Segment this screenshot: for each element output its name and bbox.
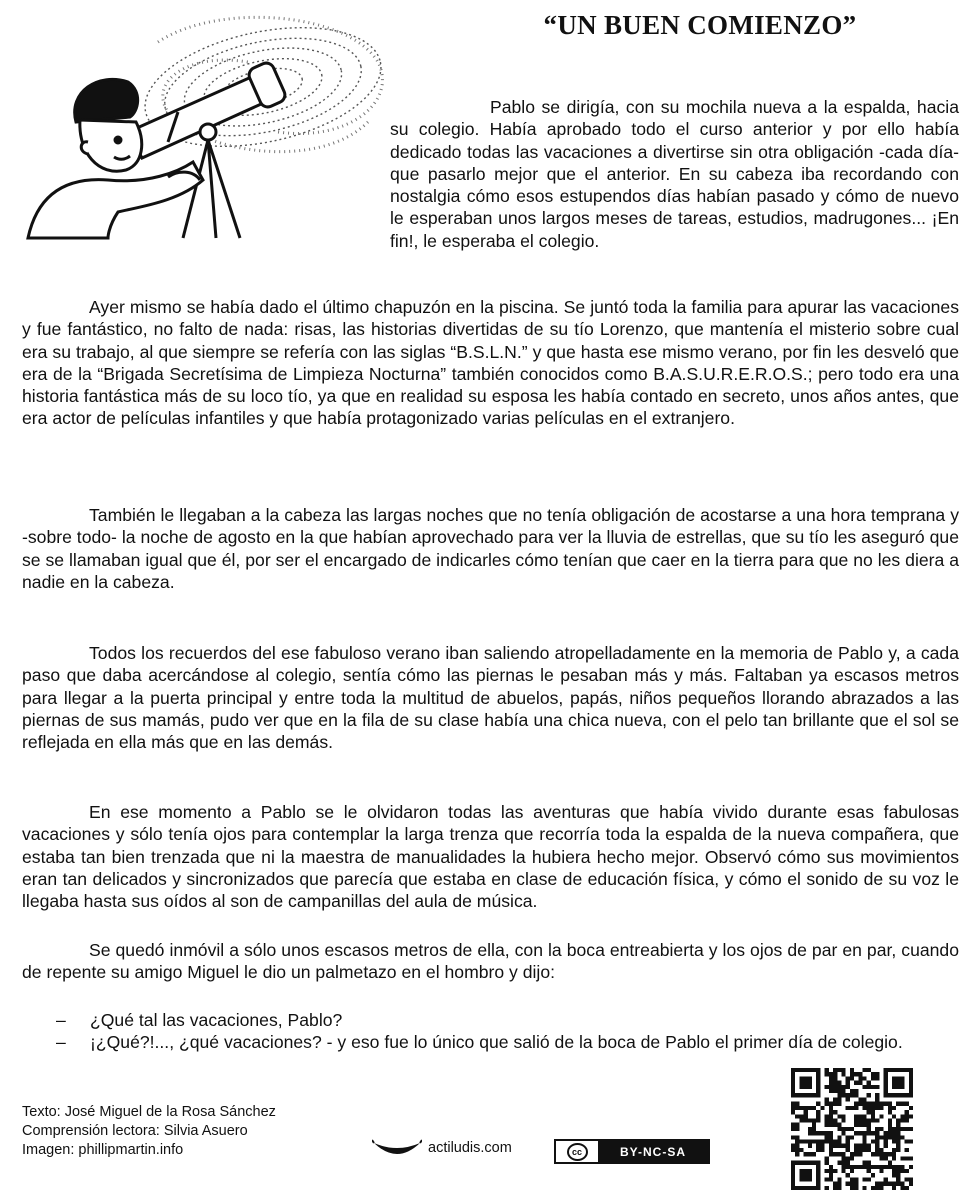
dialog-dash: – <box>56 1010 66 1030</box>
qr-code-icon[interactable] <box>780 1068 924 1190</box>
paragraph-1-text: Pablo se dirigía, con su mochila nueva a la espalda, hacia su colegio. Había aprobado todo el curso anterior y por ello había dedicado todas las vacaciones a divertirse sin otra obligación -cada día- que pasarlo mejor que el anterior. En su cabeza iba recordando con nostalgia cómo esos estupendos días habían pasado y cómo de nuevo le esperaban unos largos meses de tareas, estudios, madrugones... ¡En fin!, le esperaba el colegio. <box>390 97 959 251</box>
dialog-text: ¿Qué tal las vacaciones, Pablo? <box>90 1010 343 1030</box>
dialog-list <box>22 1009 959 1054</box>
actiludis-site-link[interactable]: actiludis.com <box>428 1140 512 1156</box>
paragraph-1 <box>22 96 959 253</box>
credit-text: Texto: José Miguel de la Rosa Sánchez <box>22 1104 276 1120</box>
paragraph-2: Ayer mismo se había dado el último chapuzón en la piscina. Se juntó toda la familia para apurar las vacaciones y fue fantástico, no falto de nada: risas, las historias divertidas de su tío Lorenzo, que mantenía el misterio sobre cual era su trabajo, al que siempre se refería con las siglas “B.S.L.N.” y que hasta ese mismo verano, por fin les desveló que era de la “Brigada Secretísima de Limpieza Nocturna” también conocidos como B.A.S.U.R.E.R.O.S.; pero todo era una historia fantástica más de su loco tío, ya que en realidad su esposa les había contado en secreto, unos años antes, que era actor de películas infantiles y que había protagonizado varias películas en el extranjero. <box>22 297 959 429</box>
dialog-line <box>22 1031 959 1053</box>
paragraph-3: También le llegaban a la cabeza las largas noches que no tenía obligación de acostarse a una hora temprana y -sobre todo- la noche de agosto en la que habían aprovechado para ver la lluvia de estrellas, que su tío les aseguró que se se llamaban igual que él, por ser el encargado de indicarles cómo tenían que caer en la tierra para que no les diera a nadie en la cabeza. <box>22 505 959 592</box>
actiludis-smile-icon <box>372 1139 422 1157</box>
dialog-line <box>22 1009 959 1031</box>
paragraph-5: En ese momento a Pablo se le olvidaron todas las aventuras que había vivido durante esas fabulosas vacaciones y sólo tenía ojos para contemplar la larga trenza que recorría toda la espalda de la nueva compañera, que estaba tan bien trenzada que ni la maestra de manualidades la hubiera hecho mejor. Observó cómo sus movimientos eran tan delicados y sincronizados que parecía que estaba en clase de educación física, y cómo el sonido de su voz le llegaba hasta sus oídos al son de campanillas del aula de música. <box>22 802 959 912</box>
illustration-spacer <box>22 96 390 253</box>
paragraph-4: Todos los recuerdos del ese fabuloso verano iban saliendo atropelladamente en la memoria de Pablo y, a cada paso que daba acercándose al colegio, sentía cómo las piernas le pesaban más y más. Faltaban ya escasos metros para llegar a la puerta principal y entre toda la multitud de abuelos, papás, niños pequeños llorando abrazados a las piernas de sus mamás, pudo ver que en la fila de su clase había una chica nueva, con el pelo tan brillante que el sol se reflejada en ella más que en las demás. <box>22 643 959 753</box>
dialog-text: ¡¿Qué?!..., ¿qué vacaciones? - y eso fue lo único que salió de la boca de Pablo el primer día de colegio. <box>90 1032 903 1053</box>
paragraph-6: Se quedó inmóvil a sólo unos escasos metros de ella, con la boca entreabierta y los ojos de par en par, cuando de repente su amigo Miguel le dio un palmetazo en el hombro y dijo: <box>22 940 959 983</box>
credit-comprension: Comprensión lectora: Silvia Asuero <box>22 1123 248 1139</box>
actiludis-logo[interactable] <box>372 1139 512 1157</box>
credits <box>22 1103 276 1160</box>
story-title: “UN BUEN COMIENZO” <box>543 10 857 40</box>
license-badge[interactable] <box>554 1139 710 1164</box>
license-label: BY-NC-SA <box>598 1141 708 1162</box>
cc-icon: cc <box>567 1143 588 1161</box>
dialog-dash: – <box>56 1032 66 1053</box>
cc-logo <box>556 1141 598 1162</box>
credit-image: Imagen: phillipmartin.info <box>22 1142 184 1158</box>
